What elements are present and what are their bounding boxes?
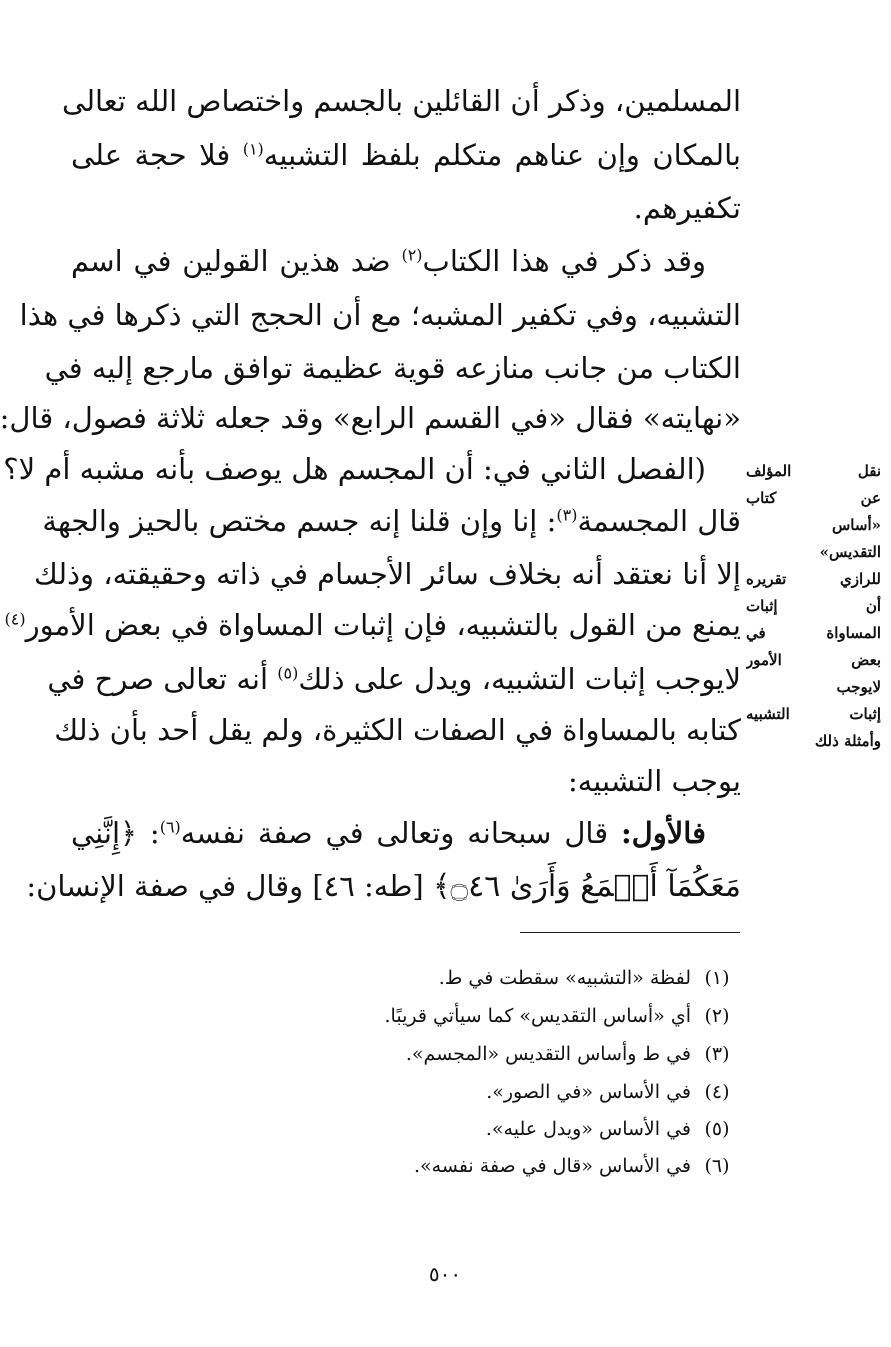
margin-note: نقل المؤلف عن كتاب «أساس التقديس» للرازي تقريره أن إثبات المساواة في بعض الأمور لايوجب إثبات التشبيه وأمثلة ذلك — [746, 462, 881, 750]
text-line: تكفيرهم. — [633, 191, 741, 225]
text-line: إلا أنا نعتقد أنه بخلاف سائر الأجسام في ذاته وحقيقته، وذلك — [33, 557, 741, 591]
text-line: التشبيه، وفي تكفير المشبه؛ مع أن الحجج التي ذكرها في هذا — [19, 298, 741, 332]
footnote: (٣)في ط وأساس التقديس «المجسم». — [405, 1043, 730, 1065]
text-line: يوجب التشبيه: — [567, 764, 741, 798]
text-line: المسلمين، وذكر أن القائلين بالجسم واختصاص الله تعالى — [62, 84, 741, 118]
text-line: قال المجسمة$^{(٣)}$: إنا وإن قلنا إنه جسم مختص بالحيز والجهة — [42, 504, 741, 538]
footnote: (٤)في الأساس «في الصور». — [486, 1081, 730, 1103]
text-line: الكتاب من جانب منازعه قوية عظيمة توافق مارجع إليه في — [44, 351, 741, 385]
footnote-ref: (٤) — [4, 609, 26, 629]
text-line: بالمكان وإن عناهم متكلم بلفظ التشبيه$^{(١)}$ فلا حجة على — [71, 138, 742, 172]
text-line: «نهايته» فقال «في القسم الرابع» وقد جعله ثلاثة فصول، قال: — [0, 401, 741, 435]
text-line: لايوجب إثبات التشبيه، ويدل على ذلك$^{(٥)}$ أنه تعالى صرح في — [47, 662, 741, 696]
footnote: (٥)في الأساس «ويدل عليه». — [485, 1118, 730, 1140]
footnote: (١)لفظة «التشبيه» سقطت في ط. — [438, 967, 730, 989]
footnote-ref: (٦) — [159, 817, 181, 837]
text-line: وقد ذكر في هذا الكتاب$^{(٢)}$ ضد هذين القولين في اسم — [71, 244, 706, 278]
text-line: مَعَكُمَآ أَسۡمَعُ وَأَرَىٰ ۝٤٦﴾ [طه: ٤٦] وقال في صفة الإنسان: — [26, 869, 741, 904]
text-line: فالأول: قال سبحانه وتعالى في صفة نفسه$^{(٦)}$: ﴿إِنَّنِي — [71, 816, 706, 850]
footnote: (٢)أي «أساس التقديس» كما سيأتي قريبًا. — [384, 1005, 730, 1027]
footnote-separator — [520, 932, 740, 933]
quran-verse: مَعَكُمَآ أَسۡمَعُ وَأَرَىٰ ۝٤٦﴾ — [432, 869, 741, 904]
footnote-ref: (١) — [242, 139, 264, 159]
text-line: (الفصل الثاني في: أن المجسم هل يوصف بأنه مشبه أم لا؟ — [3, 452, 706, 486]
page-number: ٥٠٠ — [428, 1262, 462, 1286]
footnote-ref: (٣) — [556, 505, 578, 525]
text-line: كتابه بالمساواة في الصفات الكثيرة، ولم يقل أحد بأن ذلك — [54, 713, 741, 747]
footnote: (٦)في الأساس «قال في صفة نفسه». — [414, 1155, 730, 1177]
section-lead: فالأول: — [620, 816, 706, 850]
footnote-ref: (٥) — [277, 663, 299, 683]
footnote-ref: (٢) — [401, 245, 423, 265]
text-line: يمنع من القول بالتشبيه، فإن إثبات المساواة في بعض الأمور$^{(٤)}$ — [4, 608, 741, 642]
